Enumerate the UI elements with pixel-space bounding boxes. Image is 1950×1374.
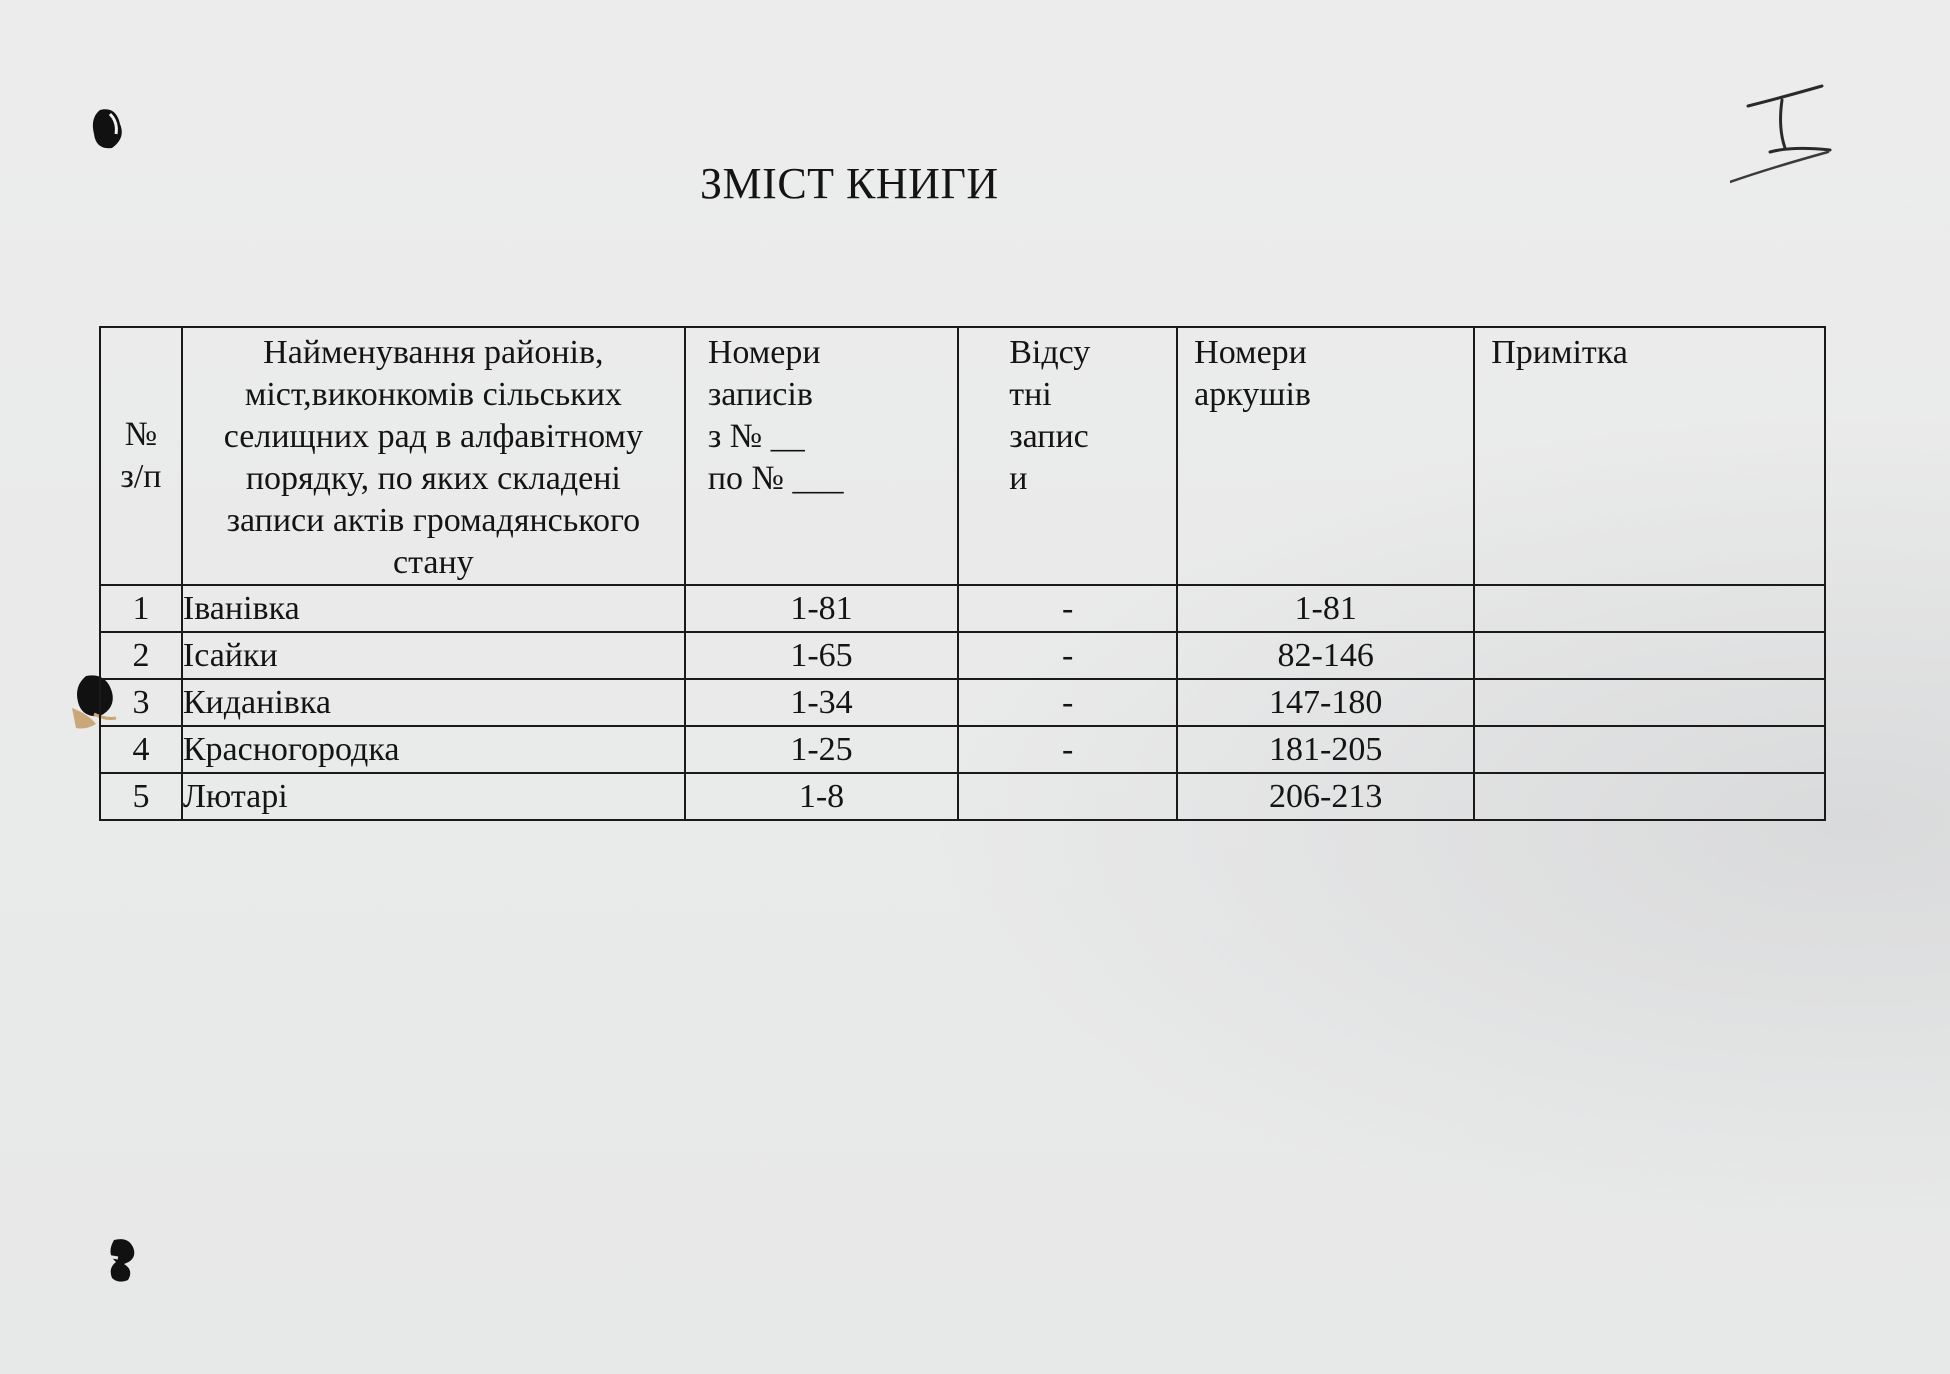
cell-name: Красногородка [182, 726, 685, 773]
cell-sheets: 147-180 [1177, 679, 1474, 726]
header-note: Примітка [1474, 327, 1825, 585]
contents-table [99, 326, 1826, 821]
table-row [100, 773, 1825, 820]
table-row [100, 632, 1825, 679]
cell-sheets: 206-213 [1177, 773, 1474, 820]
cell-note [1474, 632, 1825, 679]
header-name: Найменування районів, міст,виконкомів сільських селищних рад в алфавітному порядку, по яких складені записи актів громадянського стану [182, 327, 685, 585]
cell-name: Киданівка [182, 679, 685, 726]
cell-name: Ісайки [182, 632, 685, 679]
cell-sheets: 82-146 [1177, 632, 1474, 679]
cell-missing: - [958, 679, 1177, 726]
cell-missing: - [958, 632, 1177, 679]
cell-name: Іванівка [182, 585, 685, 632]
table-row [100, 679, 1825, 726]
table-header-row [100, 327, 1825, 585]
table-row [100, 726, 1825, 773]
cell-missing: - [958, 585, 1177, 632]
cell-note [1474, 726, 1825, 773]
cell-missing: - [958, 726, 1177, 773]
punch-hole [86, 104, 130, 154]
cell-no: 2 [100, 632, 182, 679]
punch-hole [98, 1232, 146, 1290]
cell-records: 1-25 [685, 726, 958, 773]
cell-no: 5 [100, 773, 182, 820]
header-no: № з/п [100, 327, 182, 585]
cell-note [1474, 773, 1825, 820]
cell-name: Лютарі [182, 773, 685, 820]
document-title: ЗМІСТ КНИГИ [700, 159, 999, 208]
cell-records: 1-81 [685, 585, 958, 632]
cell-records: 1-8 [685, 773, 958, 820]
cell-missing [958, 773, 1177, 820]
header-record-numbers: Номери записів з № __ по № ___ [685, 327, 958, 585]
header-missing-records: Відсу тні запис и [958, 327, 1177, 585]
cell-no: 1 [100, 585, 182, 632]
cell-note [1474, 679, 1825, 726]
cell-records: 1-65 [685, 632, 958, 679]
cell-sheets: 1-81 [1177, 585, 1474, 632]
cell-sheets: 181-205 [1177, 726, 1474, 773]
header-sheet-numbers: Номери аркушів [1177, 327, 1474, 585]
cell-records: 1-34 [685, 679, 958, 726]
table-row [100, 585, 1825, 632]
cell-no: 4 [100, 726, 182, 773]
handwritten-page-mark [1730, 78, 1840, 198]
cell-no: 3 [100, 679, 182, 726]
cell-note [1474, 585, 1825, 632]
